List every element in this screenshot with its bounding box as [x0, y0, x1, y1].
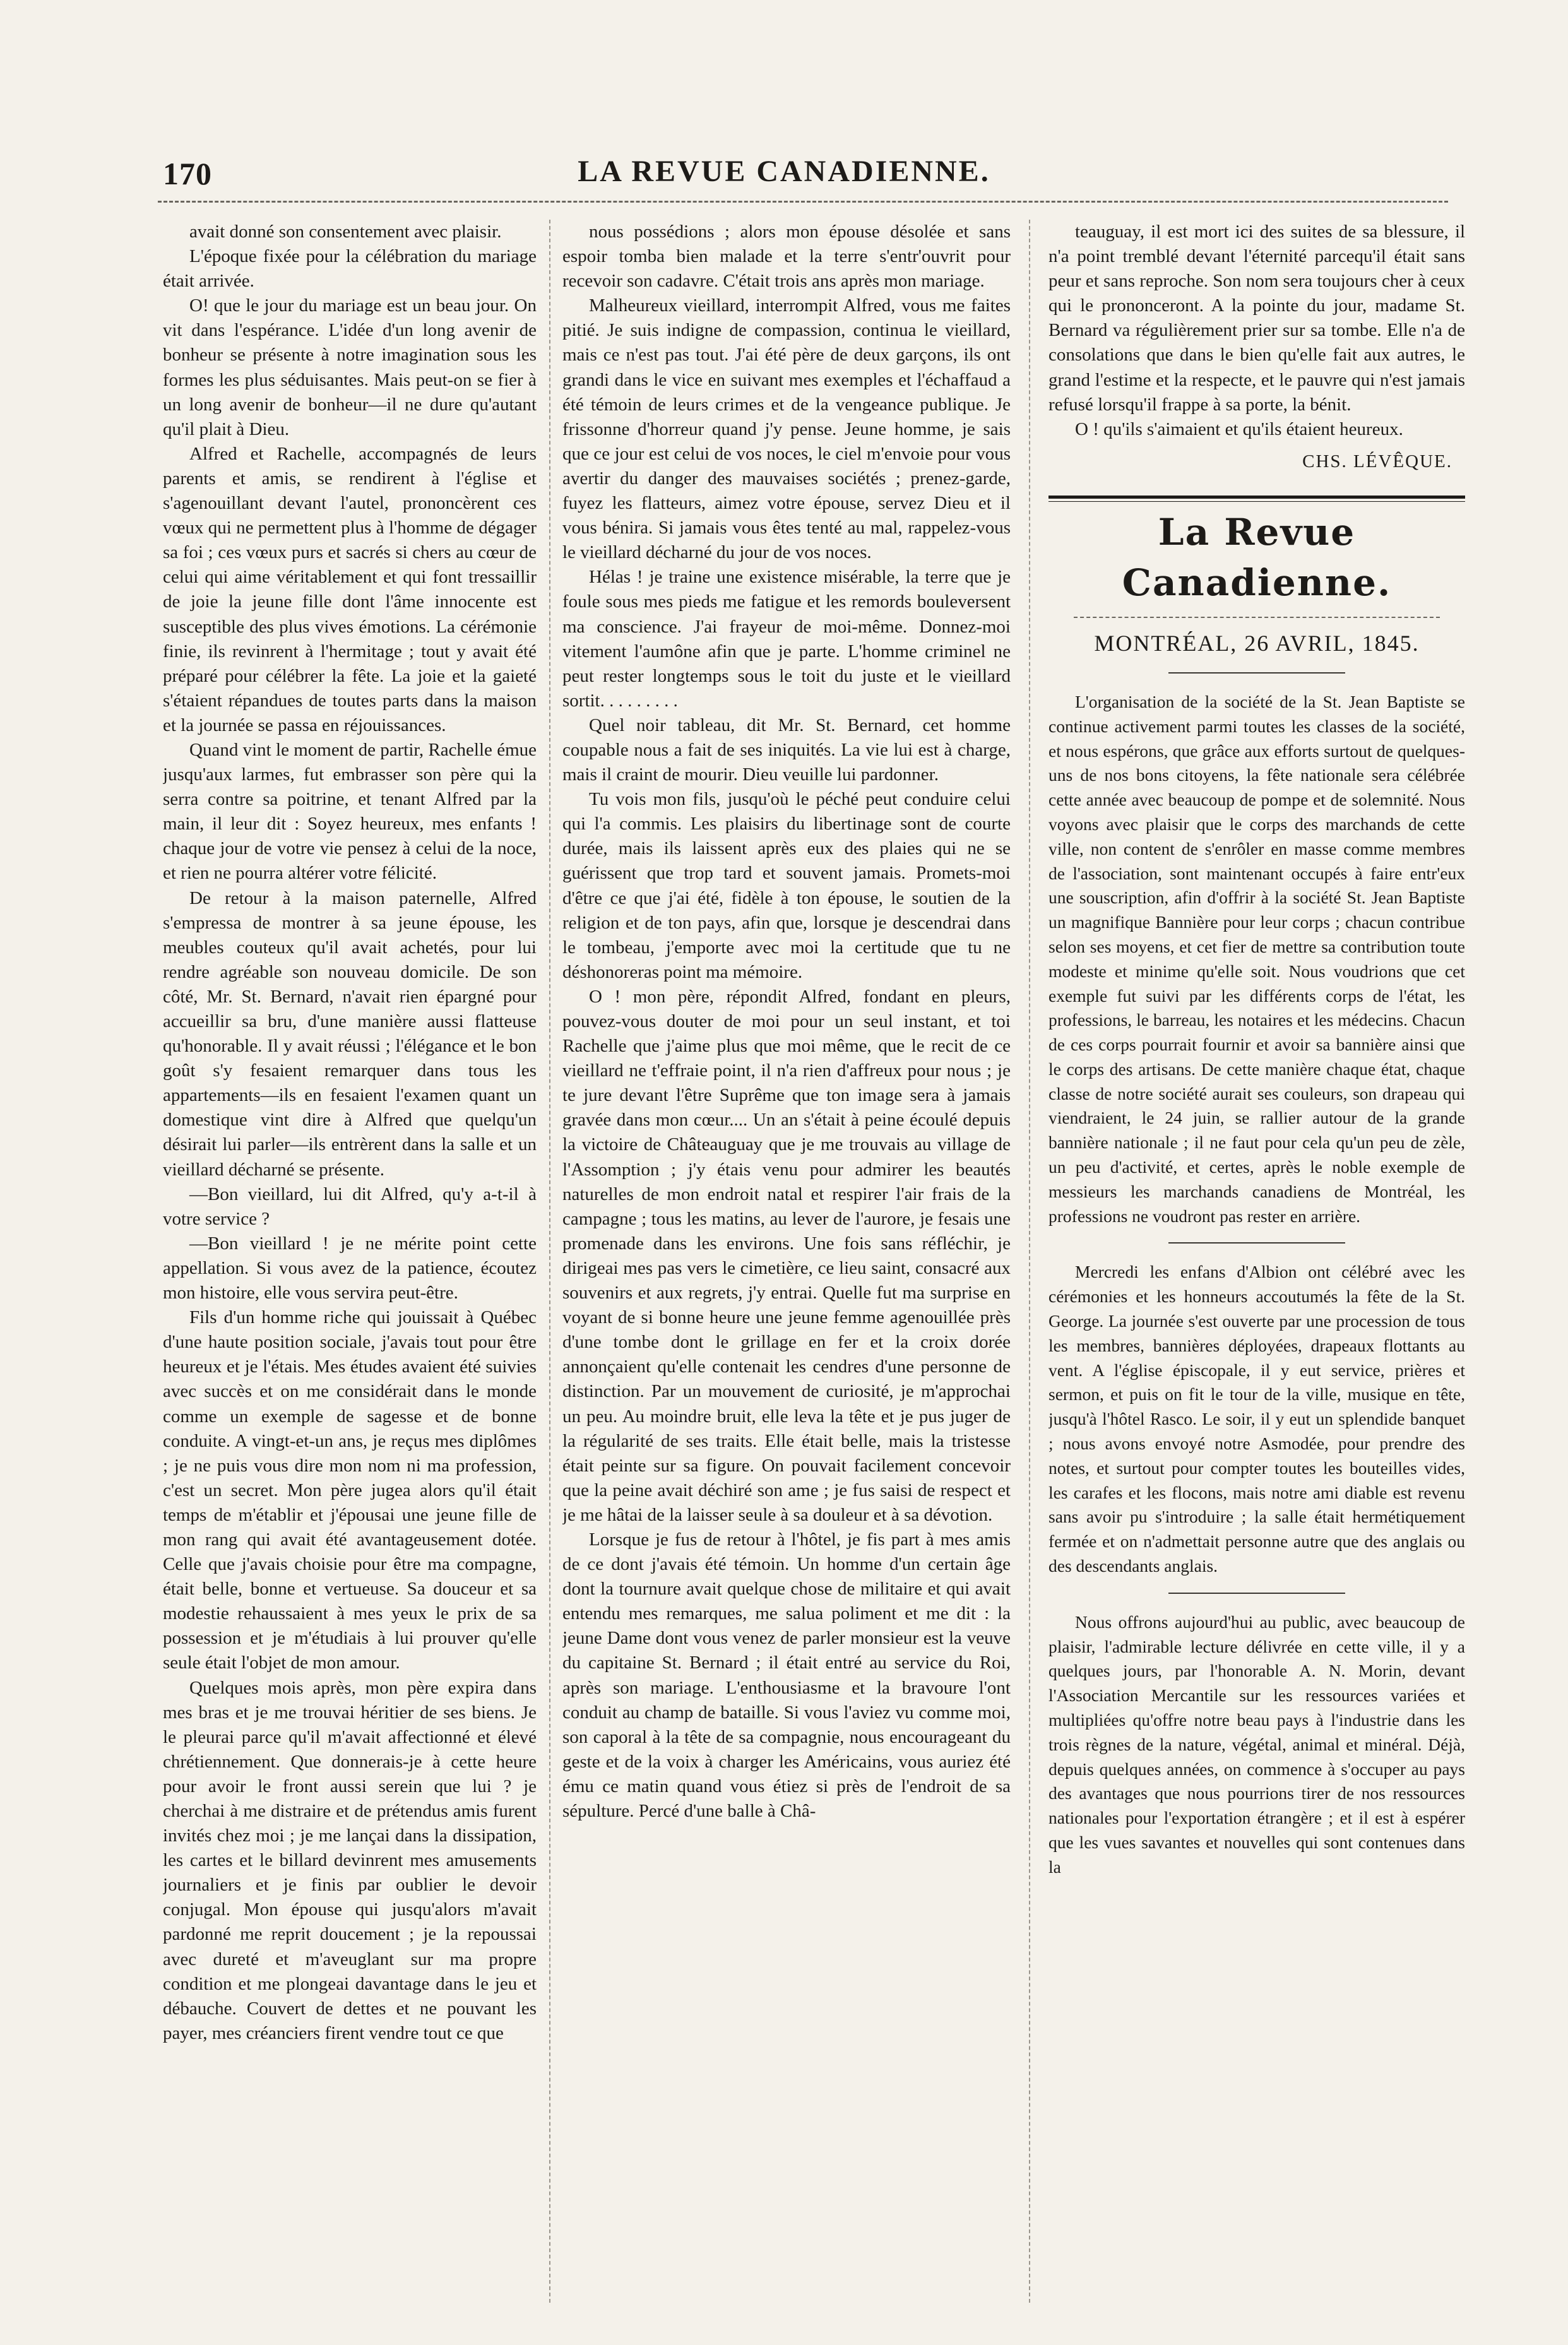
- section-rule: [1168, 1593, 1345, 1594]
- paragraph: —Bon vieillard, lui dit Alfred, qu'y a-t-il à votre service ?: [163, 1184, 537, 1229]
- column-2: [562, 220, 1011, 2296]
- paragraph: avait donné son consentement avec plaisir.: [189, 222, 502, 242]
- dateline: MONTRÉAL, 26 AVRIL, 1845.: [1094, 630, 1420, 656]
- masthead-rule-thin: [1048, 501, 1465, 502]
- paragraph: Lorsque je fus de retour à l'hôtel, je fis part à mes amis de ce dont j'avais été témoin. Un homme d'un certain âge dont la tournure avait quelque chose de militaire et qui avait entendu mes remarques, me salua poliment et me dit : la jeune Dame dont vous venez de parler monsieur est la veuve du capitaine St. Bernard ; il était entré au service du Roi, après son mariage. L'enthousiasme et la bravoure l'ont conduit au champ de bataille. Si vous l'aviez vu comme moi, son caporal à la tête de sa compagnie, nous encourageant du geste et de la voix à charger les Américains, vous auriez été ému ce matin quand vous étiez si près de l'endroit de sa sépulture. Percé d'une balle à Châ-: [562, 1529, 1011, 1821]
- paragraph: Malheureux vieillard, interrompit Alfred, vous me faites pitié. Je suis indigne de compassion, continua le vieillard, mais ce n'est pas tout. J'ai été père de deux garçons, ils ont grandi dans le vice en suivant mes exemples et l'échaffaud a été témoin de leurs crimes et de la vengeance publique. Je frissonne d'horreur quand j'y pense. Jeune homme, je sais que ce jour est celui de vos noces, le ciel m'envoie pour vous avertir du danger des mauvaises sociétés ; prenez-garde, fuyez les flatteurs, aimez votre épouse, servez Dieu et il vous bénira. Si jamais vous êtes tenté au mal, rappelez-vous le vieillard décharné du jour de vos noces.: [562, 295, 1011, 563]
- running-title: LA REVUE CANADIENNE.: [578, 155, 990, 188]
- editorial-paragraph: L'organisation de la société de la St. Jean Baptiste se continue activement parmi toutes les classes de la société, et nous espérons, que grâce aux efforts surtout de quelques-uns de nos bons citoyens, la fête nationale sera célébrée cette année avec beaucoup de pompe et de solemnité. Nous voyons avec plaisir que le corps des marchands de cette ville, non content de s'enrôler en masse comme membres de l'association, sont maintenant occupés à faire entr'eux une souscription, afin d'offrir à la société St. Jean Baptiste un magnifique Bannière pour leur corps ; chacun contribue selon ses moyens, et cet fier de mettre sa contribution toute modeste et minime qu'elle soit. Nous voudrions que cet exemple fut suivi par les différents corps de l'état, les professions, le barreau, les notaires et les médecins. Chacun de ces corps pourrait fournir et avoir sa bannière ainsi que le corps des artisans. De cette manière chaque état, chaque classe de notre société aurait ses couleurs, son drapeau qui viendraient, le 24 juin, se rallier autour de la grande bannière nationale ; il ne faut pour cela qu'un peu de zèle, un peu d'activité, et certes, après le noble exemple de messieurs les marchands canadiens de Montréal, les professions ne voudront pas rester en arrière.: [1048, 691, 1465, 1226]
- author-signature: CHS. LÉVÊQUE.: [1302, 451, 1452, 472]
- paragraph: teauguay, il est mort ici des suites de sa blessure, il n'a point tremblé devant l'éternité parcequ'il était sans peur et sans reproche. Son nom sera toujours cher à ceux qui le prononceront. A la pointe du jour, madame St. Bernard va régulièrement prier sur sa tombe. Elle n'a de consolations que dans le bien qu'elle fait aux autres, le grand l'estime et la respecte, et le pauvre qui n'est jamais refusé lorsqu'il frappe à sa porte, la bénit.: [1048, 222, 1465, 415]
- paragraph: O! que le jour du mariage est un beau jour. On vit dans l'espérance. L'idée d'un long avenir de bonheur se présente à notre imagination sous les formes les plus séduisantes. Mais peut-on se fier à un long avenir de bonheur—il ne dure qu'autant qu'il plait à Dieu.: [163, 295, 537, 439]
- paragraph: O ! qu'ils s'aimaient et qu'ils étaient heureux.: [1075, 419, 1403, 439]
- masthead-dash-rule: [1074, 617, 1440, 618]
- paragraph: Quel noir tableau, dit Mr. St. Bernard, cet homme coupable nous a fait de ses iniquités. La vie lui est à charge, mais il craint de mourir. Dieu veuille lui pardonner.: [562, 715, 1011, 785]
- column-divider-2: [1029, 220, 1030, 2303]
- section-rule: [1168, 672, 1345, 674]
- paragraph: nous possédions ; alors mon épouse désolée et sans espoir tomba bien malade et la terre s'entr'ouvrit pour recevoir son cadavre. C'était trois ans après mon mariage.: [562, 222, 1011, 292]
- column-divider-1: [549, 220, 550, 2303]
- editorial-paragraph: Nous offrons aujourd'hui au public, avec beaucoup de plaisir, l'admirable lecture délivrée en cette ville, il y a quelques jours, par l'honorable A. N. Morin, devant l'Association Mercantile sur les ressources variées et multipliées qu'offre notre beau pays à l'industrie dans les trois règnes de la nature, végétal, animal et minéral. Déjà, depuis quelques années, on commence à s'occuper au pays des avantages que nous pourrions tirer de nos ressources nationales pour l'exportation étrangère ; et il est à espérer que les vues savantes et nouvelles qui sont contenues dans la: [1048, 1612, 1465, 1877]
- paragraph: Quand vint le moment de partir, Rachelle émue jusqu'aux larmes, fut embrasser son père qui la serra contre sa poitrine, et tenant Alfred par la main, il leur dit : Soyez heureux, mes enfants ! chaque jour de votre vie pensez à celui de la noce, et rien ne pourra altérer votre félicité.: [163, 739, 537, 884]
- paragraph: Fils d'un homme riche qui jouissait à Québec d'une haute position sociale, j'avais tout pour être heureux et je l'étais. Mes études avaient été suivies avec succès et on me considérait dans le monde comme un exemple de sagesse et de bonne conduite. A vingt-et-un ans, je reçus mes diplômes ; je ne puis vous dire mon nom ni ma profession, c'est un secret. Mon père jugea alors qu'il était temps de m'établir et j'épousai une jeune fille de mon rang qui avait été avantageusement dotée. Celle que j'avais choisie pour être ma compagne, était belle, bonne et vertueuse. Sa douceur et sa modestie rehaussaient à mes yeux le prix de sa possession et je m'étudiais à lui prouver qu'elle seule était l'objet de mon amour.: [163, 1307, 537, 1673]
- header-rule: [158, 201, 1448, 203]
- paragraph: Alfred et Rachelle, accompagnés de leurs parents et amis, se rendirent à l'église et s'agenouillant devant l'autel, prononcèrent ces vœux qui ne permettent plus à l'homme de dégager sa foi ; ces vœux purs et sacrés si chers au cœur de celui qui aime véritablement et qui font tressaillir de joie la jeune fille dont l'âme innocente est susceptible des plus vives émotions. La cérémonie finie, ils revinrent à l'hermitage ; tout y avait été préparé pour célébrer la fête. La joie et la gaieté s'étaient répandues de toutes parts dans la maison et la journée se passa en réjouissances.: [163, 443, 537, 735]
- section-rule: [1168, 1242, 1345, 1244]
- masthead-title: La Revue Canadienne.: [1122, 510, 1392, 604]
- column-3: [1048, 220, 1465, 2296]
- paragraph: Quelques mois après, mon père expira dans mes bras et je me trouvai héritier de ses biens. Je le pleurai parce qu'il m'avait affectionné et élevé chrétiennement. Que donnerais-je à cette heure pour avoir le front aussi serein que lui ? je cherchai à me distraire et de prétendus amis furent invités chez moi ; je me lançai dans la dissipation, les cartes et le billard devinrent mes amusements journaliers et je finis par oublier le devoir conjugal. Mon épouse qui jusqu'alors m'avait pardonné me reprit doucement ; je la repoussai avec dureté et m'aveuglant sur ma propre condition et me plongeai davantage dans le jeu et débauche. Couvert de dettes et ne pouvant les payer, mes créanciers firent vendre tout ce que: [163, 1677, 537, 2043]
- masthead-rule-thick: [1048, 496, 1465, 499]
- paragraph: —Bon vieillard ! je ne mérite point cette appellation. Si vous avez de la patience, écoutez mon histoire, elle vous servira peut-être.: [163, 1233, 537, 1303]
- paragraph: De retour à la maison paternelle, Alfred s'empressa de montrer à sa jeune épouse, les meubles couteux qu'il avait achetés, pour lui rendre agréable son nouveau domicile. De son côté, Mr. St. Bernard, n'avait rien épargné pour accueillir sa bru, d'une manière aussi flatteuse qu'honorable. Il y avait réussi ; l'élégance et le bon goût s'y fesaient remarquer dans tous les appartements—ils en fesaient l'examen quant un domestique vint dire à Alfred que quelqu'un désirait lui parler—ils entrèrent dans la salle et un vieillard décharné se présente.: [163, 888, 537, 1180]
- paragraph: L'époque fixée pour la célébration du mariage était arrivée.: [163, 246, 537, 292]
- paragraph: Tu vois mon fils, jusqu'où le péché peut conduire celui qui l'a commis. Les plaisirs du libertinage sont de courte durée, mais ils laissent après eux des plaies qui ne se guérissent que trop tard et souvent jamais. Promets-moi d'être ce que j'ai été, fidèle à ton épouse, le soutien de la religion et de ton pays, afin que, lorsque je descendrai dans le tombeau, j'emporte avec moi la certitude que tu ne déshonoreras point ma mémoire.: [562, 789, 1011, 982]
- column-1: [163, 220, 537, 2296]
- page-number: 170: [163, 156, 212, 191]
- paragraph: Hélas ! je traine une existence misérable, la terre que je foule sous mes pieds me fatigue et les remords bouleversent ma conscience. J'ai frayeur de moi-même. Donnez-moi vitement l'aumône afin que je parte. L'homme criminel ne peut rester longtemps sous le toit du juste et le vieillard sortit. . . . . . . . .: [562, 567, 1011, 711]
- editorial-paragraph: Mercredi les enfans d'Albion ont célébré avec les cérémonies et les honneurs accoutumés la fête de la St. George. La journée s'est ouverte par une procession de tous les membres, bannières déployées, drapeaux flottants au vent. A l'église épiscopale, il y eut service, prières et sermon, et puis on fit le tour de la ville, musique en tête, jusqu'à l'hôtel Rasco. Le soir, il y eut un splendide banquet ; nous avons envoyé notre Asmodée, pour prendre des notes, et surtout pour compter toutes les bouteilles vides, les carafes et les flocons, mais notre ami diable est revenu sans avoir pu s'introduire ; la salle était hermétiquement fermée et on n'admettait personne autre que des anglais ou des descendants anglais.: [1048, 1262, 1465, 1576]
- paragraph: O ! mon père, répondit Alfred, fondant en pleurs, pouvez-vous douter de moi pour un seul instant, et toi Rachelle que j'aime plus que moi même, que le recit de ce vieillard ne t'effraie point, il n'a rien d'affreux pour nous ; je te jure devant l'être Suprême que ton image sera à jamais gravée dans mon cœur.... Un an s'était à peine écoulé depuis la victoire de Châteauguay que je me trouvais au village de l'Assomption ; j'y étais venu pour admirer les beautés naturelles de mon endroit natal et respirer l'air frais de la campagne ; tous les matins, au lever de l'aurore, je fesais une promenade dans les environs. Une fois sans réfléchir, je dirigeai mes pas vers le cimetière, ce lieu saint, consacré aux souvenirs et aux regrets, j'y entrai. Quelle fut ma surprise en voyant de si bonne heure une jeune femme agenouillée près d'une tombe dont le grillage en fer et la croix dorée annonçaient qu'elle contenait les cendres d'une personne de distinction. Par un mouvement de curiosité, je m'approchai un peu. Au moindre bruit, elle leva la tête et je pus juger de la régularité de ses traits. Elle était belle, mais la tristesse était peinte sur sa figure. On pouvait facilement concevoir que la peine avait déchiré son ame ; je fus saisi de respect et je me hâtai de la laisser seule à sa douleur et à sa dévotion.: [562, 986, 1011, 1525]
